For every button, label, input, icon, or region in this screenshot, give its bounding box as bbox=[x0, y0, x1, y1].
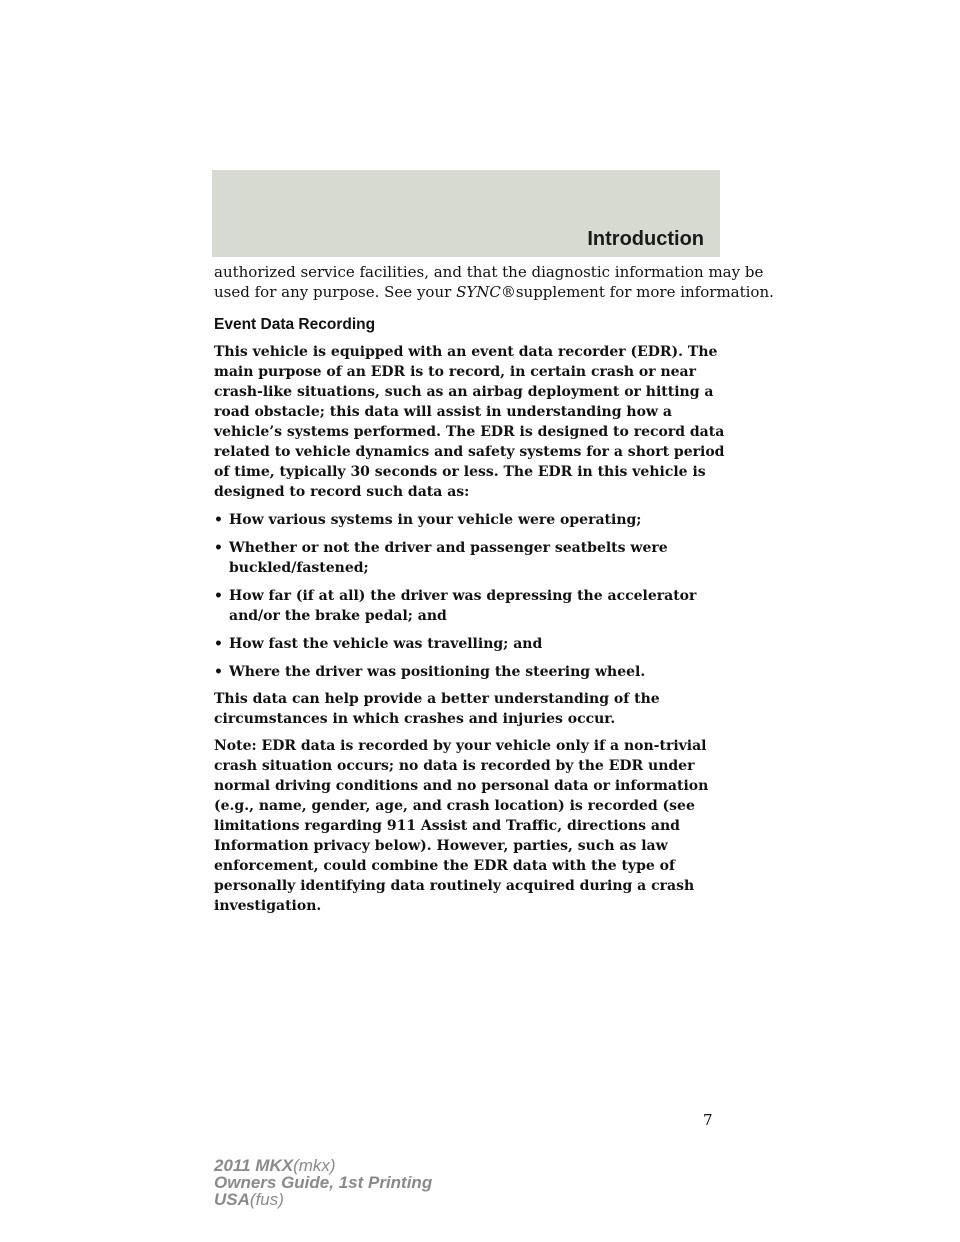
footer-line-2: Owners Guide, 1st Printing bbox=[214, 1173, 433, 1192]
paragraph-line: This vehicle is equipped with an event data recorder (EDR). The bbox=[214, 344, 718, 360]
paragraph-line: crash-like situations, such as an airbag deployment or hitting a bbox=[214, 384, 714, 400]
edr-heading: Event Data Recording bbox=[214, 316, 376, 333]
bullet-icon: • bbox=[214, 512, 223, 528]
paragraph-line: investigation. bbox=[214, 898, 322, 914]
intro-line-1: authorized service facilities, and that the diagnostic information may be bbox=[214, 263, 764, 281]
paragraph-line: enforcement, could combine the EDR data with the type of bbox=[214, 858, 676, 874]
paragraph-line: This data can help provide a better understanding of the bbox=[214, 691, 660, 707]
bullet-icon: • bbox=[214, 540, 223, 556]
page-content bbox=[214, 262, 774, 916]
intro-text-b: supplement for more information. bbox=[515, 283, 774, 301]
document-footer bbox=[214, 1157, 432, 1208]
bullet-line: How far (if at all) the driver was depressing the accelerator bbox=[229, 588, 697, 604]
sync-name: SYNC® bbox=[456, 283, 516, 301]
footer-line-1 bbox=[214, 1157, 432, 1174]
page-number: 7 bbox=[703, 1111, 713, 1129]
bullet-icon: • bbox=[214, 664, 223, 680]
paragraph-line: Information privacy below). However, parties, such as law bbox=[214, 838, 668, 854]
bullet-line: How various systems in your vehicle were operating; bbox=[229, 512, 642, 528]
paragraph-line: circumstances in which crashes and injuries occur. bbox=[214, 711, 616, 727]
paragraph-line: related to vehicle dynamics and safety systems for a short period bbox=[214, 444, 725, 460]
bullet-item-1 bbox=[214, 510, 734, 530]
footer-model: 2011 MKX bbox=[214, 1156, 294, 1175]
bullet-line: buckled/fastened; bbox=[229, 560, 369, 576]
edr-paragraph-2 bbox=[214, 689, 734, 729]
bullet-item-2 bbox=[214, 538, 734, 578]
bullet-line: Whether or not the driver and passenger seatbelts were bbox=[229, 540, 668, 556]
intro-text-a: used for any purpose. See your bbox=[214, 283, 457, 301]
paragraph-line: road obstacle; this data will assist in understanding how a bbox=[214, 404, 672, 420]
bullet-icon: • bbox=[214, 588, 223, 604]
footer-model-code: (mkx) bbox=[293, 1156, 336, 1175]
edr-paragraph-1 bbox=[214, 342, 734, 502]
bullet-line: Where the driver was positioning the steering wheel. bbox=[229, 664, 646, 680]
section-header-band bbox=[212, 170, 720, 257]
section-title: Introduction bbox=[587, 228, 704, 250]
paragraph-line: (e.g., name, gender, age, and crash location) is recorded (see bbox=[214, 798, 695, 814]
bullet-icon: • bbox=[214, 636, 223, 652]
paragraph-line: Note: EDR data is recorded by your vehicle only if a non-trivial bbox=[214, 738, 707, 754]
paragraph-line: personally identifying data routinely acquired during a crash bbox=[214, 878, 695, 894]
intro-line-2 bbox=[214, 282, 774, 302]
edr-note-paragraph bbox=[214, 736, 734, 916]
paragraph-line: of time, typically 30 seconds or less. The EDR in this vehicle is bbox=[214, 464, 706, 480]
paragraph-line: normal driving conditions and no personal data or information bbox=[214, 778, 709, 794]
paragraph-line: crash situation occurs; no data is recorded by the EDR under bbox=[214, 758, 695, 774]
footer-line-3 bbox=[214, 1191, 432, 1208]
paragraph-line: vehicle’s systems performed. The EDR is designed to record data bbox=[214, 424, 725, 440]
bullet-line: and/or the brake pedal; and bbox=[229, 608, 447, 624]
paragraph-line: main purpose of an EDR is to record, in certain crash or near bbox=[214, 364, 696, 380]
footer-market-code: (fus) bbox=[249, 1190, 284, 1209]
bullet-item-3 bbox=[214, 586, 734, 626]
bullet-line: How fast the vehicle was travelling; and bbox=[229, 636, 543, 652]
paragraph-line: designed to record such data as: bbox=[214, 484, 470, 500]
bullet-item-4 bbox=[214, 634, 734, 654]
bullet-item-5 bbox=[214, 662, 734, 682]
paragraph-line: limitations regarding 911 Assist and Traffic, directions and bbox=[214, 818, 680, 834]
footer-market: USA bbox=[214, 1190, 250, 1209]
